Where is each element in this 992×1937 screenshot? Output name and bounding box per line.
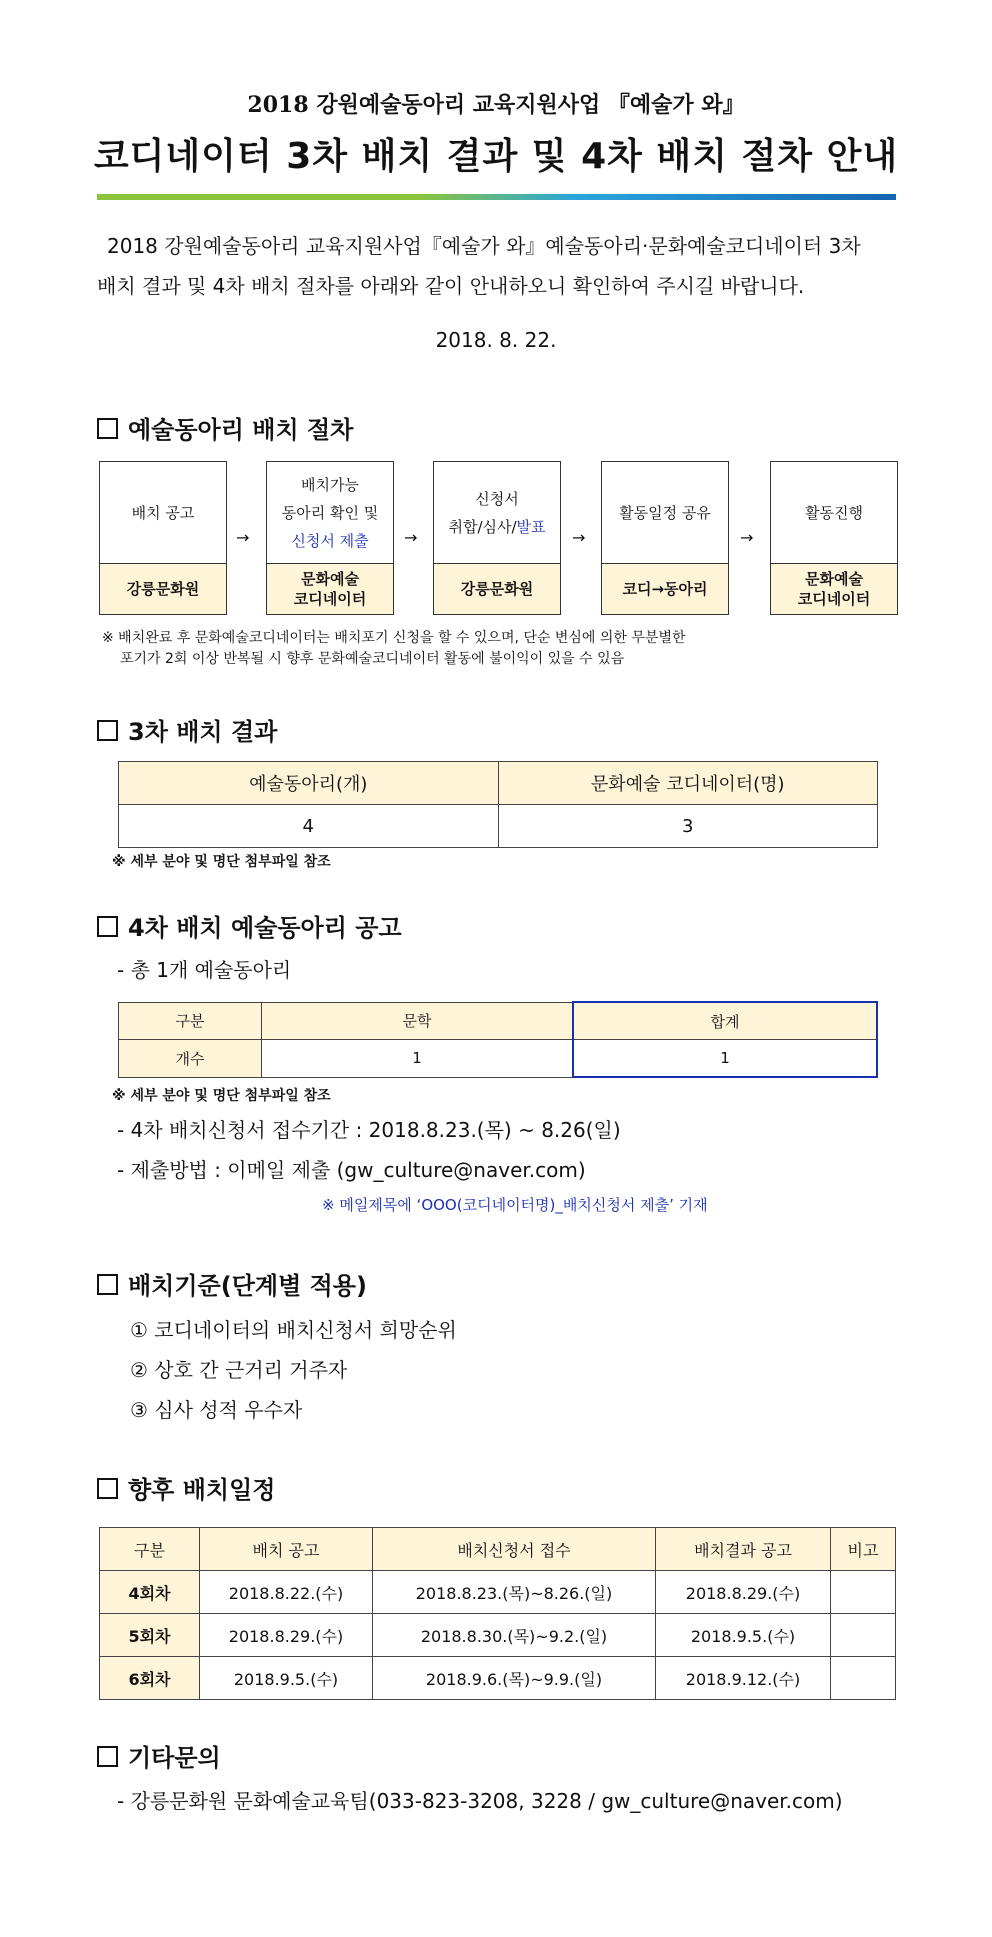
table-cell: 2018.8.29.(수) xyxy=(200,1614,373,1657)
section-heading-notice4 xyxy=(97,908,402,943)
table-cell: 6회차 xyxy=(100,1657,200,1700)
flow-step-2-label-3: 신청서 제출 xyxy=(291,531,369,550)
criteria-item-3: ③ 심사 성적 우수자 xyxy=(130,1398,303,1422)
flow-step-5 xyxy=(770,461,898,615)
table-header-cell: 문화예술 코디네이터(명) xyxy=(498,762,878,805)
section-heading-result3 xyxy=(97,712,277,747)
table-row xyxy=(100,1614,896,1657)
notice4-table xyxy=(118,1001,878,1078)
table-row xyxy=(119,762,878,805)
flow-step-1-owner: 강릉문화원 xyxy=(126,580,200,598)
checkbox-square-icon xyxy=(97,1478,118,1499)
flow-step-5-owner-1: 문화예술 xyxy=(805,570,863,588)
flow-step-2-label-2: 동아리 확인 및 xyxy=(281,503,379,522)
section-heading-text: 기타문의 xyxy=(128,1744,221,1772)
table-header-cell: 구분 xyxy=(119,1002,262,1040)
table-cell: 1 xyxy=(262,1040,574,1078)
arrow-right-icon: → xyxy=(740,528,754,547)
flow-step-2-owner-1: 문화예술 xyxy=(301,570,359,588)
section-heading-text: 배치기준(단계별 적용) xyxy=(128,1272,367,1300)
intro-line-2: 배치 결과 및 4차 배치 절차를 아래와 같이 안내하오니 확인하여 주시길 바랍니다. xyxy=(97,274,805,298)
flow-step-3-label-2: 취합/심사/ xyxy=(448,517,517,536)
table-cell: 2018.8.23.(목)~8.26.(일) xyxy=(373,1571,656,1614)
table-cell: 2018.9.5.(수) xyxy=(200,1657,373,1700)
intro-paragraph xyxy=(97,226,897,306)
result3-table xyxy=(118,761,878,848)
table-cell: 2018.9.12.(수) xyxy=(656,1657,831,1700)
table-cell: 4 xyxy=(119,805,499,848)
flow-step-4-label: 활동일정 공유 xyxy=(619,503,711,522)
table-header-cell: 문학 xyxy=(262,1002,574,1040)
table-cell: 2018.8.22.(수) xyxy=(200,1571,373,1614)
table-cell: 1 xyxy=(573,1040,877,1078)
flow-step-2 xyxy=(266,461,394,615)
table-cell xyxy=(831,1614,896,1657)
flow-step-4 xyxy=(601,461,729,615)
procedure-note-line-1: ※ 배치완료 후 문화예술코디네이터는 배치포기 신청을 할 수 있으며, 단순 변심에 의한 무분별한 xyxy=(102,630,686,646)
arrow-right-icon: → xyxy=(572,528,586,547)
arrow-right-icon: → xyxy=(236,528,250,547)
checkbox-square-icon xyxy=(97,1746,118,1767)
table-header-cell: 배치 공고 xyxy=(200,1528,373,1571)
criteria-item-1: ① 코디네이터의 배치신청서 희망순위 xyxy=(130,1318,457,1342)
schedule-table xyxy=(99,1527,896,1700)
table-row xyxy=(119,805,878,848)
checkbox-square-icon xyxy=(97,418,118,439)
section-heading-text: 예술동아리 배치 절차 xyxy=(128,416,354,444)
table-cell: 2018.8.29.(수) xyxy=(656,1571,831,1614)
table-cell xyxy=(831,1657,896,1700)
document-date: 2018. 8. 22. xyxy=(435,328,557,352)
table-cell: 2018.8.30.(목)~9.2.(일) xyxy=(373,1614,656,1657)
intro-line-1: 2018 강원예술동아리 교육지원사업『예술가 와』예술동아리·문화예술코디네이터 3차 xyxy=(107,234,861,258)
flow-step-1 xyxy=(99,461,227,615)
flow-step-5-label: 활동진행 xyxy=(805,503,863,522)
table-row xyxy=(119,1002,878,1040)
table-cell: 4회차 xyxy=(100,1571,200,1614)
table-cell: 5회차 xyxy=(100,1614,200,1657)
section-heading-criteria xyxy=(97,1266,367,1301)
table-row xyxy=(100,1657,896,1700)
section-heading-text: 향후 배치일정 xyxy=(128,1476,276,1504)
notice4-method: - 제출방법 : 이메일 제출 (gw_culture@naver.com) xyxy=(117,1158,586,1182)
section-heading-schedule xyxy=(97,1470,275,1505)
procedure-note xyxy=(102,628,902,670)
flow-step-1-label: 배치 공고 xyxy=(131,503,195,522)
contact-line: - 강릉문화원 문화예술교육팀(033-823-3208, 3228 / gw_culture@naver.com) xyxy=(117,1789,843,1813)
flow-step-2-label-1: 배치가능 xyxy=(301,475,359,494)
table-header-cell: 예술동아리(개) xyxy=(119,762,499,805)
table-row xyxy=(100,1571,896,1614)
table-header-cell: 합계 xyxy=(573,1002,877,1040)
table-cell: 2018.9.6.(목)~9.9.(일) xyxy=(373,1657,656,1700)
table-cell: 개수 xyxy=(119,1040,262,1078)
document-subtitle: 2018 강원예술동아리 교육지원사업 『예술가 와』 xyxy=(247,92,745,118)
table-header-cell: 배치결과 공고 xyxy=(656,1528,831,1571)
checkbox-square-icon xyxy=(97,720,118,741)
table-cell: 2018.9.5.(수) xyxy=(656,1614,831,1657)
table-cell xyxy=(831,1571,896,1614)
checkbox-square-icon xyxy=(97,1274,118,1295)
arrow-right-icon: → xyxy=(404,528,418,547)
table-header-cell: 배치신청서 접수 xyxy=(373,1528,656,1571)
flow-step-4-owner: 코디→동아리 xyxy=(622,580,708,598)
checkbox-square-icon xyxy=(97,916,118,937)
table-header-cell: 구분 xyxy=(100,1528,200,1571)
section-heading-contact xyxy=(97,1738,221,1773)
procedure-note-line-2: 포기가 2회 이상 반복될 시 향후 문화예술코디네이터 활동에 불이익이 있을 수 있음 xyxy=(120,651,625,667)
notice4-total: - 총 1개 예술동아리 xyxy=(117,958,292,982)
notice4-mail-note: ※ 메일제목에 ‘OOO(코디네이터명)_배치신청서 제출’ 기재 xyxy=(322,1196,708,1214)
title-underline xyxy=(97,194,896,200)
flow-step-3-owner: 강릉문화원 xyxy=(460,580,534,598)
table-cell: 3 xyxy=(498,805,878,848)
criteria-item-2: ② 상호 간 근거리 거주자 xyxy=(130,1358,348,1382)
section-heading-procedure xyxy=(97,410,353,445)
section-heading-text: 3차 배치 결과 xyxy=(128,718,278,746)
flow-step-3-label-3: 발표 xyxy=(516,517,546,536)
flow-step-3-label-1: 신청서 xyxy=(475,489,519,508)
notice4-period: - 4차 배치신청서 접수기간 : 2018.8.23.(목) ~ 8.26(일) xyxy=(117,1118,621,1142)
section-heading-text: 4차 배치 예술동아리 공고 xyxy=(128,914,402,942)
document-title: 코디네이터 3차 배치 결과 및 4차 배치 절차 안내 xyxy=(93,136,899,177)
result3-note: ※ 세부 분야 및 명단 첨부파일 참조 xyxy=(112,854,331,870)
table-row xyxy=(100,1528,896,1571)
flow-step-5-owner-2: 코디네이터 xyxy=(797,590,871,608)
flow-step-3 xyxy=(433,461,561,615)
notice4-note: ※ 세부 분야 및 명단 첨부파일 참조 xyxy=(112,1088,331,1104)
flow-step-2-owner-2: 코디네이터 xyxy=(293,590,367,608)
table-row xyxy=(119,1040,878,1078)
table-header-cell: 비고 xyxy=(831,1528,896,1571)
